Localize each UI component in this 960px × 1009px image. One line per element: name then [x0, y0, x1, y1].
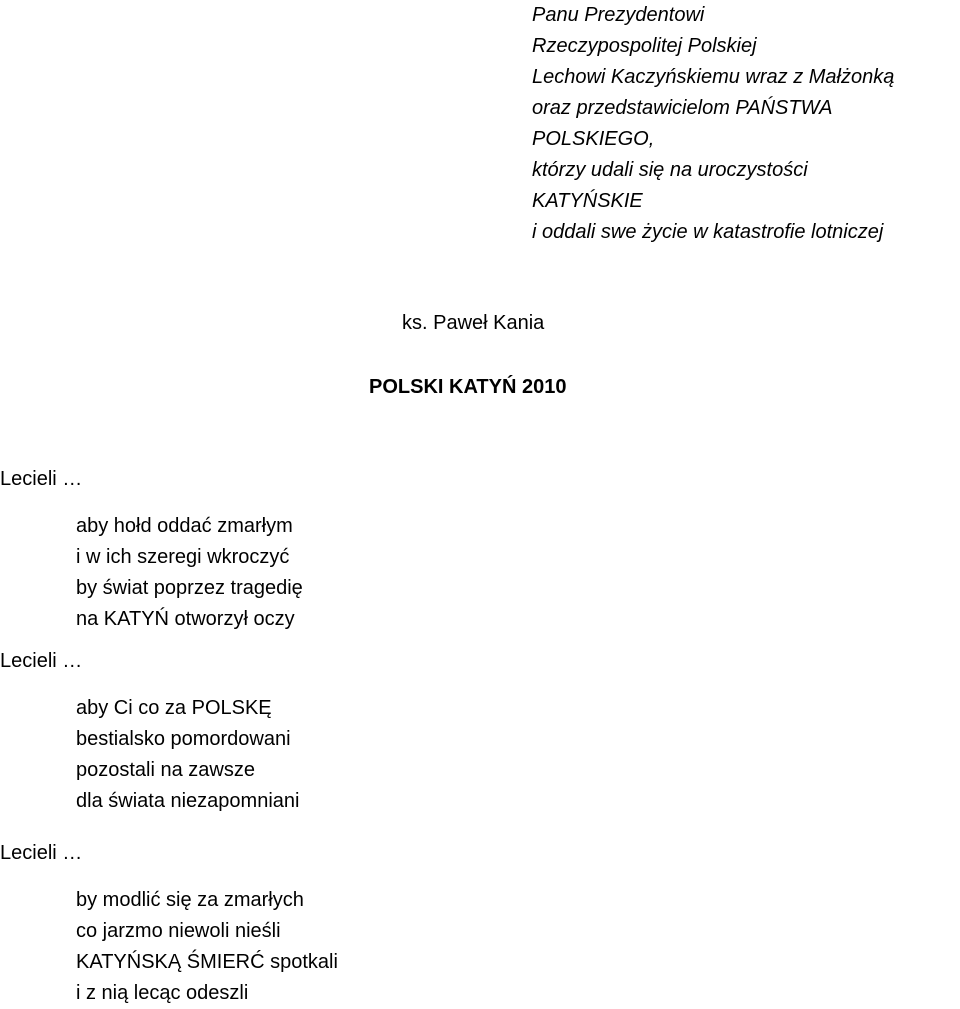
stanza-opening: Lecieli …	[0, 650, 83, 672]
verse-line: i z nią lecąc odeszli	[76, 982, 249, 1004]
stanza	[0, 838, 338, 1009]
dedication-line: POLSKIEGO,	[532, 128, 655, 150]
stanza-verses	[0, 693, 299, 817]
dedication-line: oraz przedstawicielom PAŃSTWA	[532, 97, 833, 119]
verse-line: na KATYŃ otworzył oczy	[76, 608, 295, 630]
verse-line: aby hołd oddać zmarłym	[76, 515, 293, 537]
dedication-line: Lechowi Kaczyńskiemu wraz z Małżonką	[532, 66, 895, 88]
stanza	[0, 464, 303, 635]
stanza	[0, 646, 299, 817]
verse-line: by modlić się za zmarłych	[76, 889, 304, 911]
verse-line: aby Ci co za POLSKĘ	[76, 697, 272, 719]
stanza-opening: Lecieli …	[0, 468, 83, 490]
verse-line: by świat poprzez tragedię	[76, 577, 303, 599]
dedication-line: Panu Prezydentowi	[532, 4, 705, 26]
poem-title: POLSKI KATYŃ 2010	[369, 376, 567, 398]
dedication-line: Rzeczypospolitej Polskiej	[532, 35, 757, 57]
verse-line: i w ich szeregi wkroczyć	[76, 546, 290, 568]
verse-line: dla świata niezapomniani	[76, 790, 300, 812]
verse-line: co jarzmo niewoli nieśli	[76, 920, 281, 942]
dedication	[532, 0, 894, 248]
verse-line: KATYŃSKĄ ŚMIERĆ spotkali	[76, 951, 338, 973]
author-name: ks. Paweł Kania	[402, 312, 545, 334]
verse-line: pozostali na zawsze	[76, 759, 255, 781]
verse-line: bestialsko pomordowani	[76, 728, 291, 750]
stanza-opening: Lecieli …	[0, 842, 83, 864]
stanza-verses	[0, 511, 303, 635]
dedication-line: i oddali swe życie w katastrofie lotniczej	[532, 221, 884, 243]
stanza-verses	[0, 885, 338, 1009]
dedication-line: KATYŃSKIE	[532, 190, 643, 212]
dedication-line: którzy udali się na uroczystości	[532, 159, 808, 181]
